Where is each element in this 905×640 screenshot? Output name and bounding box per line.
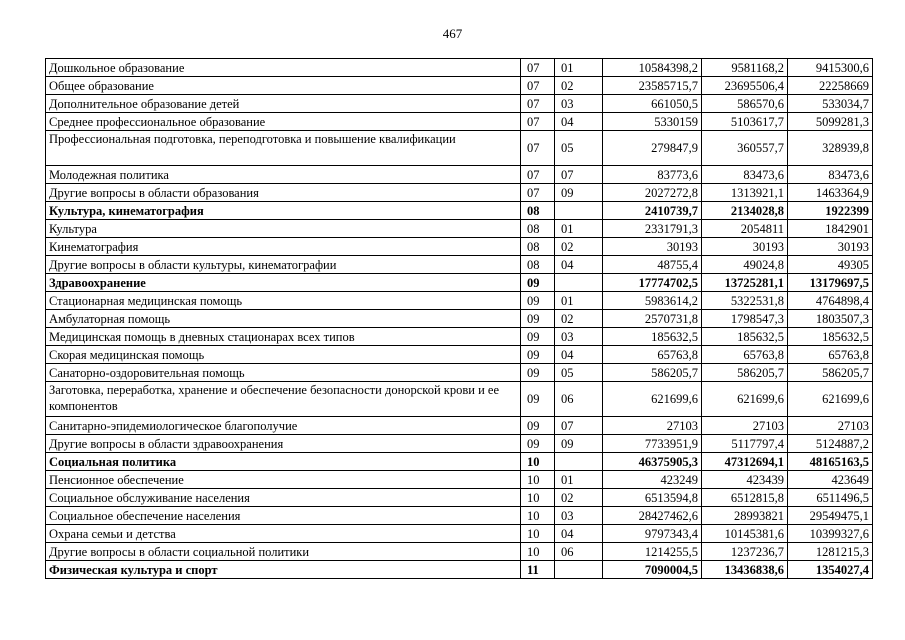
razdel-cell: 10 [521, 507, 555, 525]
value-cell-2: 28993821 [702, 507, 788, 525]
value-cell-3: 328939,8 [788, 131, 873, 166]
podrazdel-cell: 02 [555, 310, 603, 328]
razdel-cell: 10 [521, 525, 555, 543]
table-row [46, 435, 873, 453]
value-cell-3: 533034,7 [788, 95, 873, 113]
row-name-cell: Заготовка, переработка, хранение и обеспечение безопасности донорской крови и ее компонентов [46, 382, 521, 417]
row-name-cell: Пенсионное обеспечение [46, 471, 521, 489]
value-cell-3: 1354027,4 [788, 561, 873, 579]
podrazdel-cell: 04 [555, 113, 603, 131]
value-cell-3: 27103 [788, 417, 873, 435]
podrazdel-cell: 04 [555, 346, 603, 364]
value-cell-3: 423649 [788, 471, 873, 489]
value-cell-2: 185632,5 [702, 328, 788, 346]
podrazdel-cell: 07 [555, 166, 603, 184]
value-cell-2: 6512815,8 [702, 489, 788, 507]
podrazdel-cell [555, 274, 603, 292]
row-name-cell: Кинематография [46, 238, 521, 256]
table-row [46, 274, 873, 292]
row-name-cell: Общее образование [46, 77, 521, 95]
razdel-cell: 07 [521, 113, 555, 131]
table-row [46, 364, 873, 382]
podrazdel-cell: 02 [555, 238, 603, 256]
value-cell-1: 5330159 [603, 113, 702, 131]
row-name-cell: Профессиональная подготовка, переподготовка и повышение квалификации [46, 131, 521, 166]
value-cell-2: 13725281,1 [702, 274, 788, 292]
value-cell-3: 1922399 [788, 202, 873, 220]
value-cell-3: 9415300,6 [788, 59, 873, 77]
value-cell-2: 586205,7 [702, 364, 788, 382]
value-cell-1: 30193 [603, 238, 702, 256]
page-number: 467 [442, 26, 463, 41]
razdel-cell: 09 [521, 382, 555, 417]
value-cell-1: 1214255,5 [603, 543, 702, 561]
value-cell-3: 5099281,3 [788, 113, 873, 131]
value-cell-2: 83473,6 [702, 166, 788, 184]
row-name-cell: Другие вопросы в области образования [46, 184, 521, 202]
value-cell-3: 586205,7 [788, 364, 873, 382]
value-cell-2: 65763,8 [702, 346, 788, 364]
value-cell-1: 23585715,7 [603, 77, 702, 95]
value-cell-3: 10399327,6 [788, 525, 873, 543]
table-row [46, 220, 873, 238]
row-name-cell: Скорая медицинская помощь [46, 346, 521, 364]
table-row [46, 507, 873, 525]
value-cell-1: 9797343,4 [603, 525, 702, 543]
value-cell-2: 5322531,8 [702, 292, 788, 310]
value-cell-1: 83773,6 [603, 166, 702, 184]
table-row [46, 489, 873, 507]
value-cell-1: 423249 [603, 471, 702, 489]
value-cell-3: 48165163,5 [788, 453, 873, 471]
table-row [46, 471, 873, 489]
value-cell-3: 621699,6 [788, 382, 873, 417]
row-name-cell: Другие вопросы в области социальной политики [46, 543, 521, 561]
table-row [46, 59, 873, 77]
table-row [46, 417, 873, 435]
value-cell-1: 27103 [603, 417, 702, 435]
table-row [46, 310, 873, 328]
podrazdel-cell: 05 [555, 364, 603, 382]
podrazdel-cell: 06 [555, 543, 603, 561]
table-row [46, 184, 873, 202]
razdel-cell: 09 [521, 274, 555, 292]
razdel-cell: 09 [521, 417, 555, 435]
value-cell-2: 27103 [702, 417, 788, 435]
value-cell-3: 83473,6 [788, 166, 873, 184]
razdel-cell: 07 [521, 166, 555, 184]
value-cell-2: 5103617,7 [702, 113, 788, 131]
row-name-cell: Молодежная политика [46, 166, 521, 184]
podrazdel-cell [555, 202, 603, 220]
value-cell-3: 29549475,1 [788, 507, 873, 525]
razdel-cell: 08 [521, 202, 555, 220]
table-row [46, 453, 873, 471]
value-cell-2: 47312694,1 [702, 453, 788, 471]
value-cell-2: 30193 [702, 238, 788, 256]
row-name-cell: Социальная политика [46, 453, 521, 471]
podrazdel-cell: 05 [555, 131, 603, 166]
value-cell-2: 360557,7 [702, 131, 788, 166]
razdel-cell: 08 [521, 220, 555, 238]
podrazdel-cell [555, 561, 603, 579]
podrazdel-cell: 09 [555, 184, 603, 202]
value-cell-2: 1798547,3 [702, 310, 788, 328]
value-cell-2: 586570,6 [702, 95, 788, 113]
value-cell-1: 10584398,2 [603, 59, 702, 77]
podrazdel-cell: 09 [555, 435, 603, 453]
table-row [46, 77, 873, 95]
podrazdel-cell: 01 [555, 220, 603, 238]
value-cell-1: 2331791,3 [603, 220, 702, 238]
table-row [46, 238, 873, 256]
value-cell-2: 423439 [702, 471, 788, 489]
value-cell-3: 65763,8 [788, 346, 873, 364]
podrazdel-cell: 03 [555, 328, 603, 346]
table-row [46, 543, 873, 561]
podrazdel-cell: 01 [555, 292, 603, 310]
razdel-cell: 07 [521, 131, 555, 166]
row-name-cell: Физическая культура и спорт [46, 561, 521, 579]
value-cell-1: 185632,5 [603, 328, 702, 346]
value-cell-1: 6513594,8 [603, 489, 702, 507]
podrazdel-cell: 03 [555, 507, 603, 525]
razdel-cell: 07 [521, 77, 555, 95]
razdel-cell: 07 [521, 184, 555, 202]
row-name-cell: Другие вопросы в области здравоохранения [46, 435, 521, 453]
row-name-cell: Культура, кинематография [46, 202, 521, 220]
razdel-cell: 09 [521, 346, 555, 364]
value-cell-3: 30193 [788, 238, 873, 256]
razdel-cell: 11 [521, 561, 555, 579]
value-cell-2: 1237236,7 [702, 543, 788, 561]
razdel-cell: 10 [521, 453, 555, 471]
value-cell-3: 185632,5 [788, 328, 873, 346]
table-row [46, 525, 873, 543]
value-cell-2: 2054811 [702, 220, 788, 238]
podrazdel-cell: 03 [555, 95, 603, 113]
value-cell-1: 621699,6 [603, 382, 702, 417]
table-row [46, 328, 873, 346]
table-row [46, 202, 873, 220]
value-cell-1: 48755,4 [603, 256, 702, 274]
value-cell-1: 7733951,9 [603, 435, 702, 453]
value-cell-2: 23695506,4 [702, 77, 788, 95]
value-cell-2: 49024,8 [702, 256, 788, 274]
table-row [46, 382, 873, 417]
podrazdel-cell: 01 [555, 59, 603, 77]
razdel-cell: 09 [521, 328, 555, 346]
value-cell-3: 49305 [788, 256, 873, 274]
razdel-cell: 10 [521, 543, 555, 561]
razdel-cell: 09 [521, 310, 555, 328]
razdel-cell: 07 [521, 95, 555, 113]
razdel-cell: 08 [521, 256, 555, 274]
value-cell-1: 2027272,8 [603, 184, 702, 202]
podrazdel-cell: 06 [555, 382, 603, 417]
value-cell-1: 586205,7 [603, 364, 702, 382]
razdel-cell: 07 [521, 59, 555, 77]
table-row [46, 113, 873, 131]
row-name-cell: Амбулаторная помощь [46, 310, 521, 328]
value-cell-1: 7090004,5 [603, 561, 702, 579]
row-name-cell: Санитарно-эпидемиологическое благополучие [46, 417, 521, 435]
value-cell-1: 28427462,6 [603, 507, 702, 525]
value-cell-2: 9581168,2 [702, 59, 788, 77]
table-row [46, 346, 873, 364]
value-cell-1: 279847,9 [603, 131, 702, 166]
value-cell-1: 17774702,5 [603, 274, 702, 292]
razdel-cell: 10 [521, 471, 555, 489]
podrazdel-cell: 01 [555, 471, 603, 489]
podrazdel-cell: 04 [555, 525, 603, 543]
table-row [46, 166, 873, 184]
razdel-cell: 10 [521, 489, 555, 507]
value-cell-2: 5117797,4 [702, 435, 788, 453]
row-name-cell: Другие вопросы в области культуры, кинематографии [46, 256, 521, 274]
value-cell-1: 661050,5 [603, 95, 702, 113]
value-cell-3: 13179697,5 [788, 274, 873, 292]
podrazdel-cell: 02 [555, 489, 603, 507]
value-cell-3: 1842901 [788, 220, 873, 238]
table-row [46, 256, 873, 274]
razdel-cell: 09 [521, 435, 555, 453]
value-cell-1: 5983614,2 [603, 292, 702, 310]
row-name-cell: Социальное обеспечение населения [46, 507, 521, 525]
value-cell-1: 46375905,3 [603, 453, 702, 471]
value-cell-2: 10145381,6 [702, 525, 788, 543]
podrazdel-cell [555, 453, 603, 471]
table-row [46, 292, 873, 310]
table-row [46, 131, 873, 166]
row-name-cell: Медицинская помощь в дневных стационарах всех типов [46, 328, 521, 346]
budget-table [45, 58, 873, 579]
value-cell-2: 1313921,1 [702, 184, 788, 202]
row-name-cell: Здравоохранение [46, 274, 521, 292]
table-row [46, 95, 873, 113]
value-cell-3: 6511496,5 [788, 489, 873, 507]
value-cell-3: 1803507,3 [788, 310, 873, 328]
value-cell-2: 2134028,8 [702, 202, 788, 220]
row-name-cell: Стационарная медицинская помощь [46, 292, 521, 310]
value-cell-2: 13436838,6 [702, 561, 788, 579]
razdel-cell: 09 [521, 292, 555, 310]
value-cell-1: 2410739,7 [603, 202, 702, 220]
podrazdel-cell: 04 [555, 256, 603, 274]
podrazdel-cell: 07 [555, 417, 603, 435]
value-cell-3: 4764898,4 [788, 292, 873, 310]
row-name-cell: Охрана семьи и детства [46, 525, 521, 543]
row-name-cell: Дополнительное образование детей [46, 95, 521, 113]
value-cell-3: 22258669 [788, 77, 873, 95]
value-cell-2: 621699,6 [702, 382, 788, 417]
podrazdel-cell: 02 [555, 77, 603, 95]
value-cell-3: 1463364,9 [788, 184, 873, 202]
row-name-cell: Социальное обслуживание населения [46, 489, 521, 507]
row-name-cell: Культура [46, 220, 521, 238]
row-name-cell: Санаторно-оздоровительная помощь [46, 364, 521, 382]
value-cell-1: 2570731,8 [603, 310, 702, 328]
razdel-cell: 08 [521, 238, 555, 256]
row-name-cell: Дошкольное образование [46, 59, 521, 77]
value-cell-1: 65763,8 [603, 346, 702, 364]
value-cell-3: 5124887,2 [788, 435, 873, 453]
table-row [46, 561, 873, 579]
value-cell-3: 1281215,3 [788, 543, 873, 561]
razdel-cell: 09 [521, 364, 555, 382]
row-name-cell: Среднее профессиональное образование [46, 113, 521, 131]
